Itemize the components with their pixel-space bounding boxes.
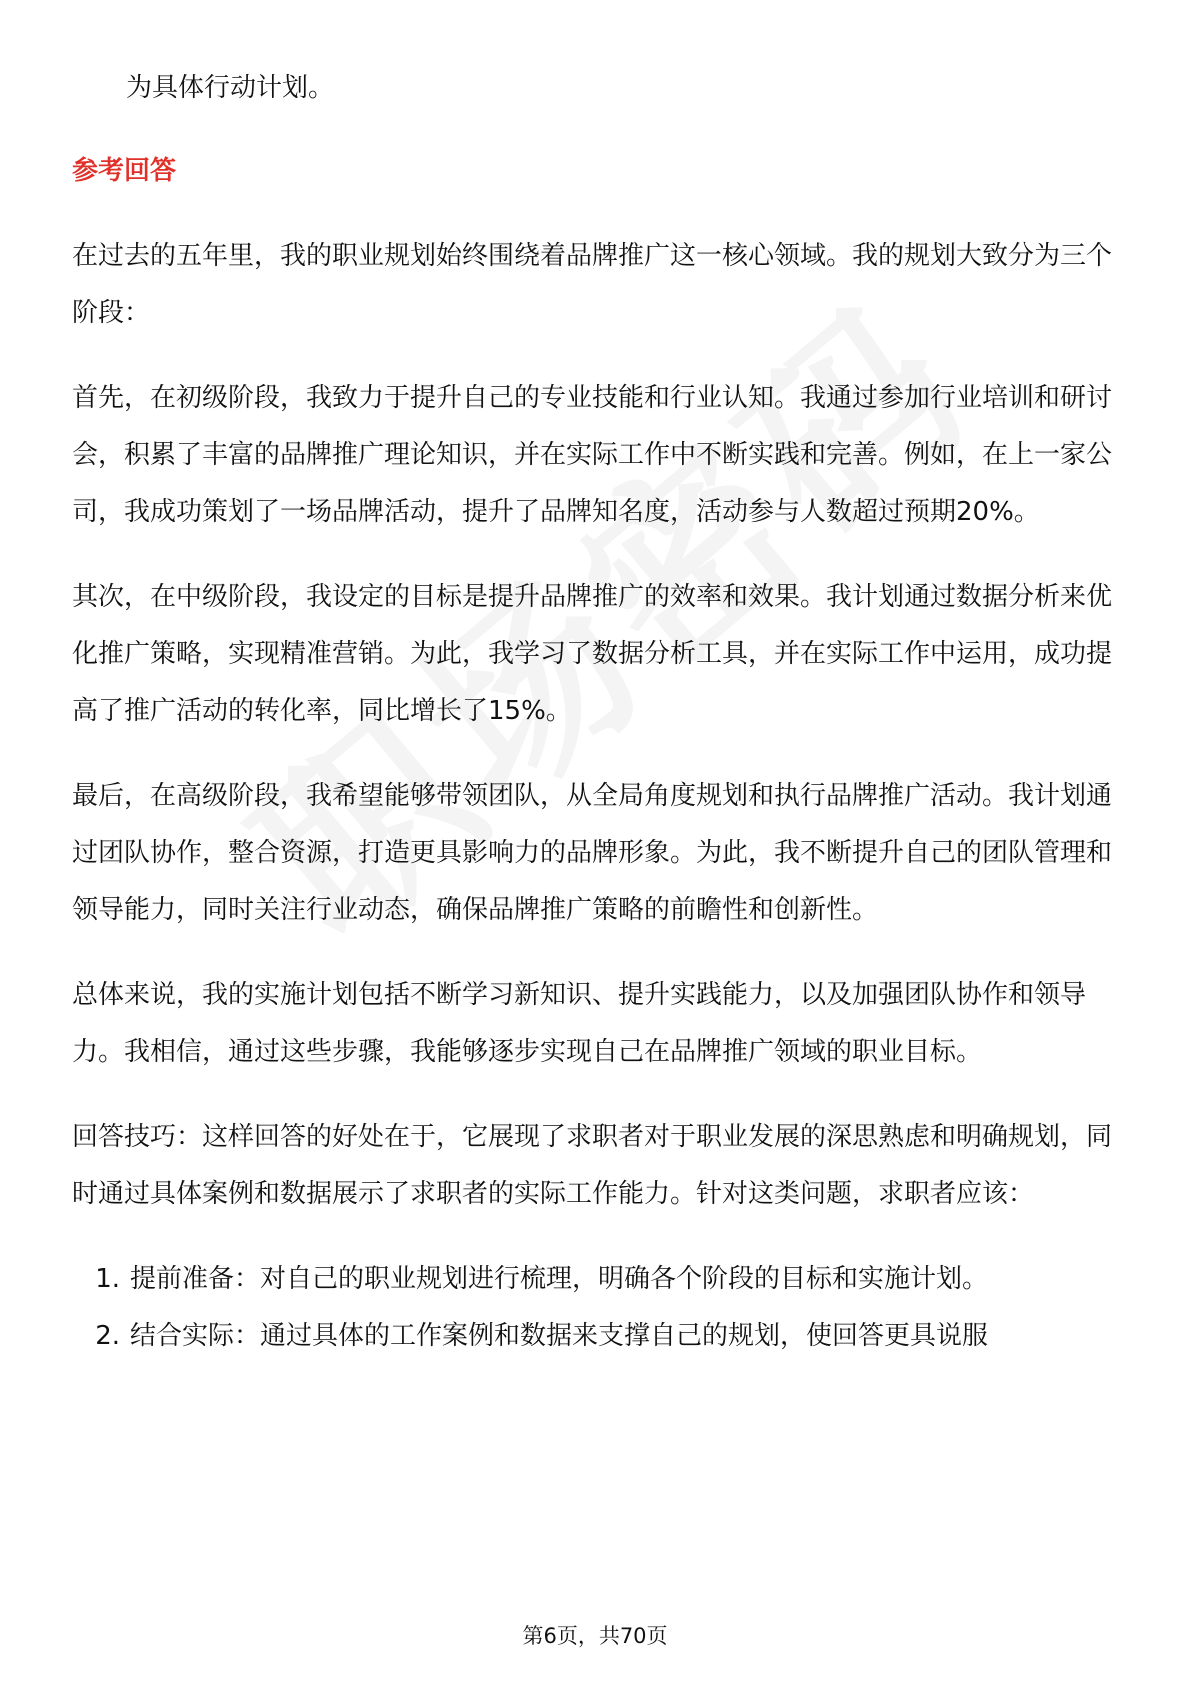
tips-list	[72, 1251, 1118, 1365]
paragraph-stage-2: 其次，在中级阶段，我设定的目标是提升品牌推广的效率和效果。我计划通过数据分析来优化推广策略，实现精准营销。为此，我学习了数据分析工具，并在实际工作中运用，成功提高了推广活动的转化率，同比增长了15%。	[72, 582, 1113, 726]
paragraph-intro: 在过去的五年里，我的职业规划始终围绕着品牌推广这一核心领域。我的规划大致分为三个阶段：	[72, 241, 1113, 328]
list-item-number: 1.	[95, 1264, 120, 1294]
document-body	[72, 60, 1118, 1365]
continued-line: 为具体行动计划。	[126, 73, 335, 103]
paragraph-stage-3: 最后，在高级阶段，我希望能够带领团队，从全局角度规划和执行品牌推广活动。我计划通过团队协作，整合资源，打造更具影响力的品牌形象。为此，我不断提升自己的团队管理和领导能力，同时关注行业动态，确保品牌推广策略的前瞻性和创新性。	[72, 781, 1113, 925]
list-item-text: 提前准备：对自己的职业规划进行梳理，明确各个阶段的目标和实施计划。	[130, 1264, 989, 1294]
paragraph-tips: 回答技巧：这样回答的好处在于，它展现了求职者对于职业发展的深思熟虑和明确规划，同时通过具体案例和数据展示了求职者的实际工作能力。针对这类问题，求职者应该：	[72, 1122, 1113, 1209]
list-item-number: 2.	[95, 1321, 120, 1351]
list-item	[72, 1251, 1118, 1308]
list-item	[72, 1308, 1118, 1365]
page-footer: 第6页，共70页	[522, 1624, 668, 1648]
paragraph-summary: 总体来说，我的实施计划包括不断学习新知识、提升实践能力，以及加强团队协作和领导力。我相信，通过这些步骤，我能够逐步实现自己在品牌推广领域的职业目标。	[72, 980, 1087, 1067]
section-heading: 参考回答	[72, 156, 177, 186]
list-item-text: 结合实际：通过具体的工作案例和数据来支撑自己的规划，使回答更具说服	[130, 1321, 989, 1351]
paragraph-stage-1: 首先，在初级阶段，我致力于提升自己的专业技能和行业认知。我通过参加行业培训和研讨会，积累了丰富的品牌推广理论知识，并在实际工作中不断实践和完善。例如，在上一家公司，我成功策划了一场品牌活动，提升了品牌知名度，活动参与人数超过预期20%。	[72, 383, 1113, 527]
